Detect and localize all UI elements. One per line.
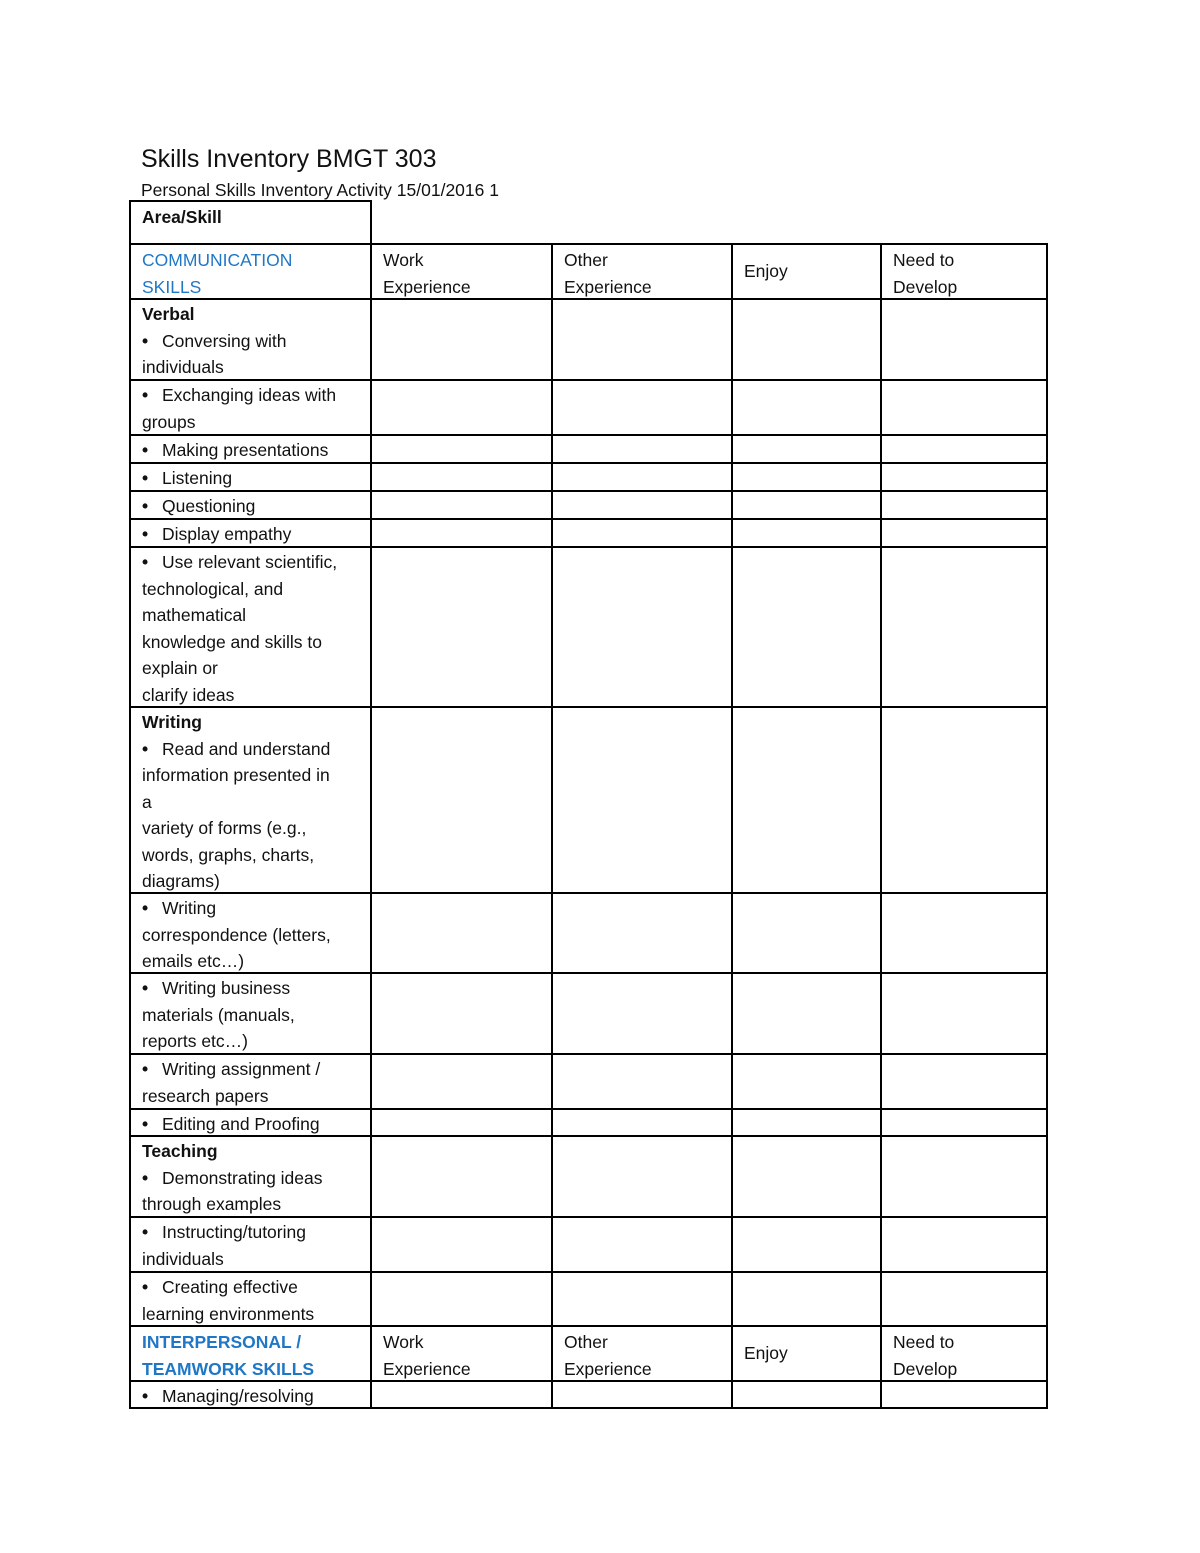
skill-item: • Instructing/tutoring (142, 1219, 361, 1246)
empty-input-cell (552, 1109, 732, 1136)
skill-cell (130, 893, 371, 973)
empty-input-cell (732, 547, 881, 707)
empty-input-cell (371, 1217, 552, 1272)
empty-input-cell (732, 893, 881, 973)
skill-cell (130, 519, 371, 547)
skill-item-continued: information presented in (142, 765, 330, 785)
skill-item-continued: mathematical (142, 605, 247, 625)
skill-item: • Writing business (142, 975, 361, 1002)
empty-input-cell (371, 299, 552, 380)
empty-input-cell (732, 973, 881, 1054)
empty-input-cell (371, 707, 552, 893)
skill-item-continued: learning environments (142, 1303, 315, 1324)
empty-input-cell (732, 519, 881, 547)
empty-input-cell (732, 1109, 881, 1136)
skill-item: • Display empathy (142, 521, 361, 547)
skill-cell (130, 299, 371, 380)
skill-item: • Listening (142, 465, 361, 491)
empty-input-cell (732, 707, 881, 893)
empty-input-cell (732, 435, 881, 463)
empty-input-cell (552, 463, 732, 491)
column-header (371, 1326, 552, 1381)
skill-item: • Creating effective (142, 1274, 361, 1301)
skill-item-continued: a (142, 791, 152, 812)
skill-cell (130, 380, 371, 435)
empty-input-cell (552, 519, 732, 547)
skill-item-continued: words, graphs, charts, (142, 844, 315, 865)
column-header-line: Enjoy (744, 261, 788, 282)
skill-item-continued: diagrams) (142, 871, 220, 891)
empty-input-cell (881, 299, 1047, 380)
column-header (881, 1326, 1047, 1381)
column-header-line: Other (564, 1332, 608, 1352)
skill-group-label: Writing (142, 712, 202, 732)
section-heading (130, 1326, 371, 1381)
empty-input-cell (881, 1109, 1047, 1136)
skill-item-continued: knowledge and skills to (142, 631, 322, 652)
empty-input-cell (552, 973, 732, 1054)
area-skill-header (130, 201, 371, 244)
empty-input-cell (371, 1054, 552, 1109)
skill-item-continued: correspondence (letters, (142, 924, 331, 945)
skill-item: • Demonstrating ideas (142, 1165, 361, 1192)
empty-input-cell (881, 707, 1047, 893)
skill-item: • Making presentations (142, 437, 361, 463)
empty-input-cell (881, 1272, 1047, 1326)
empty-input-cell (371, 463, 552, 491)
skill-cell (130, 1109, 371, 1136)
skill-cell (130, 435, 371, 463)
empty-input-cell (552, 893, 732, 973)
column-header-line: Experience (564, 276, 652, 297)
empty-input-cell (552, 491, 732, 519)
empty-input-cell (371, 973, 552, 1054)
skill-cell (130, 973, 371, 1054)
skill-item-continued: individuals (142, 1248, 224, 1269)
skill-cell (130, 463, 371, 491)
skill-item-continued: groups (142, 411, 196, 432)
document-subtitle: Personal Skills Inventory Activity 15/01/2016 1 (141, 180, 499, 200)
empty-input-cell (732, 380, 881, 435)
skill-cell (130, 1272, 371, 1326)
skill-item: • Writing assignment / (142, 1056, 361, 1083)
empty-input-cell (371, 547, 552, 707)
skill-item: • Use relevant scientific, (142, 549, 361, 576)
empty-input-cell (732, 299, 881, 380)
skill-group-label: Teaching (142, 1141, 218, 1161)
empty-input-cell (552, 1381, 732, 1408)
empty-input-cell (881, 1381, 1047, 1408)
section-heading-line: COMMUNICATION (142, 250, 293, 270)
section-heading-line: TEAMWORK SKILLS (142, 1358, 315, 1379)
skill-item-continued: through examples (142, 1194, 282, 1214)
skill-cell (130, 1217, 371, 1272)
skill-cell (130, 1136, 371, 1217)
empty-input-cell (732, 491, 881, 519)
column-header (732, 1326, 881, 1381)
empty-input-cell (881, 435, 1047, 463)
skill-cell (130, 1054, 371, 1109)
empty-input-cell (371, 1381, 552, 1408)
empty-input-cell (881, 519, 1047, 547)
empty-input-cell (881, 491, 1047, 519)
section-heading-line: INTERPERSONAL / (142, 1332, 302, 1352)
empty-input-cell (371, 1272, 552, 1326)
empty-input-cell (732, 1054, 881, 1109)
empty-input-cell (371, 435, 552, 463)
column-header (552, 1326, 732, 1381)
skill-item: • Exchanging ideas with (142, 382, 361, 409)
empty-input-cell (732, 1217, 881, 1272)
column-header (881, 244, 1047, 299)
skill-item-continued: reports etc…) (142, 1031, 248, 1051)
skill-item: • Questioning (142, 493, 361, 519)
empty-input-cell (552, 435, 732, 463)
skill-item-continued: materials (manuals, (142, 1004, 295, 1025)
column-header-line: Work (383, 1332, 424, 1352)
column-header (371, 244, 552, 299)
empty-input-cell (732, 463, 881, 491)
column-header-line: Experience (564, 1358, 652, 1379)
empty-input-cell (881, 1136, 1047, 1217)
skill-item: • Read and understand (142, 736, 361, 763)
empty-input-cell (881, 893, 1047, 973)
skill-cell (130, 491, 371, 519)
skill-item: • Managing/resolving (142, 1383, 361, 1408)
section-heading-line: SKILLS (142, 276, 202, 297)
column-header-line: Experience (383, 276, 471, 297)
column-header-line: Work (383, 250, 424, 270)
skill-item-continued: research papers (142, 1085, 269, 1106)
skill-cell (130, 707, 371, 893)
skill-item-continued: clarify ideas (142, 684, 235, 705)
skill-item: • Conversing with (142, 328, 361, 355)
empty-input-cell (371, 491, 552, 519)
area-skill-label: Area/Skill (142, 207, 222, 227)
empty-input-cell (371, 1109, 552, 1136)
empty-input-cell (881, 1217, 1047, 1272)
empty-input-cell (552, 1054, 732, 1109)
empty-input-cell (371, 380, 552, 435)
empty-input-cell (881, 973, 1047, 1054)
empty-input-cell (881, 1054, 1047, 1109)
empty-input-cell (552, 1272, 732, 1326)
empty-input-cell (881, 380, 1047, 435)
empty-input-cell (732, 1272, 881, 1326)
column-header-line: Develop (893, 276, 958, 297)
empty-input-cell (732, 1381, 881, 1408)
column-header-line: Other (564, 250, 608, 270)
skill-item: • Editing and Proofing (142, 1111, 361, 1136)
skill-item-continued: explain or (142, 658, 218, 678)
empty-input-cell (371, 519, 552, 547)
column-header-line: Need to (893, 250, 955, 270)
empty-input-cell (552, 547, 732, 707)
empty-input-cell (881, 463, 1047, 491)
column-header (732, 244, 881, 299)
skill-cell (130, 547, 371, 707)
skill-group-label: Verbal (142, 304, 195, 324)
section-heading (130, 244, 371, 299)
column-header-line: Need to (893, 1332, 955, 1352)
column-header-line: Enjoy (744, 1343, 788, 1364)
empty-input-cell (552, 1217, 732, 1272)
skill-cell (130, 1381, 371, 1408)
column-header (552, 244, 732, 299)
empty-input-cell (552, 1136, 732, 1217)
skill-item-continued: technological, and (142, 578, 284, 599)
empty-input-cell (371, 1136, 552, 1217)
document-title: Skills Inventory BMGT 303 (141, 145, 437, 173)
empty-input-cell (552, 299, 732, 380)
skill-item-continued: individuals (142, 357, 224, 377)
skill-item-continued: emails etc…) (142, 951, 245, 971)
skill-item: • Writing (142, 895, 361, 922)
skill-item-continued: variety of forms (e.g., (142, 818, 307, 838)
column-header-line: Develop (893, 1358, 958, 1379)
empty-input-cell (881, 547, 1047, 707)
empty-input-cell (371, 893, 552, 973)
empty-input-cell (732, 1136, 881, 1217)
column-header-line: Experience (383, 1358, 471, 1379)
empty-input-cell (552, 707, 732, 893)
empty-input-cell (552, 380, 732, 435)
